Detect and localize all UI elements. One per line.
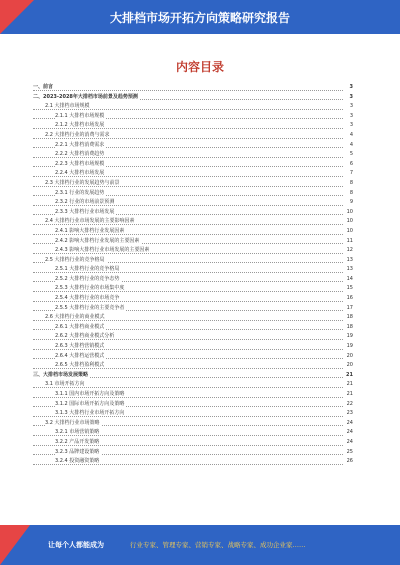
toc-entry[interactable] <box>33 141 353 151</box>
toc-page-number: 21 <box>345 380 353 390</box>
toc-entry-text: 2.1 大排档市场规模 <box>45 103 90 110</box>
toc-page-number: 10 <box>345 208 353 218</box>
toc-entry[interactable] <box>33 409 353 419</box>
toc-page-number: 16 <box>345 294 353 304</box>
toc-entry[interactable] <box>33 361 353 371</box>
toc-leader-dots <box>33 387 343 388</box>
toc-page-number: 4 <box>348 141 353 151</box>
toc-entry[interactable] <box>33 294 353 304</box>
toc-page-number: 19 <box>345 342 353 352</box>
toc-entry-text: 2.4.3 影响大排档行业市场发展的主要因素 <box>55 247 150 254</box>
toc-entry-text: 2.2.1 大排档消费需求 <box>55 141 105 148</box>
toc-entry[interactable] <box>33 284 353 294</box>
toc-page-number: 14 <box>345 275 353 285</box>
toc-entry[interactable] <box>33 83 353 93</box>
toc-title: 内容目录 <box>175 60 224 74</box>
toc-entry[interactable] <box>33 448 353 458</box>
toc-page-number: 3 <box>348 112 353 122</box>
toc-page-number: 11 <box>345 237 353 247</box>
toc-entry-text: 2.6.5 大排档盈利模式 <box>55 362 105 369</box>
toc-page-number: 3 <box>348 93 353 103</box>
toc-entry-text: 2.3.1 行业的发展趋势 <box>55 189 105 196</box>
toc-entry[interactable] <box>33 457 353 467</box>
toc-entry[interactable] <box>33 237 353 247</box>
toc-page-number: 21 <box>345 390 353 400</box>
toc-entry[interactable] <box>33 217 353 227</box>
toc-entry-text: 2.5.2 大排档行业的竞争态势 <box>55 275 120 282</box>
toc-entry-text: 3.2.2 产品开发策略 <box>55 438 100 445</box>
toc-page-number: 9 <box>348 198 353 208</box>
toc-entry[interactable] <box>33 179 353 189</box>
toc-entry-text: 2.5.4 大排档行业的市场竞争 <box>55 295 120 302</box>
toc-entry-text: 2.2.2 大排档消费趋势 <box>55 151 105 158</box>
toc-entry[interactable] <box>33 438 353 448</box>
toc-page-number: 3 <box>348 83 353 93</box>
toc-page-number: 26 <box>345 457 353 467</box>
toc-leader-dots <box>33 90 343 91</box>
toc-entry[interactable] <box>33 304 353 314</box>
toc-entry-text: 2.3 大排档行业的发展趋势与前景 <box>45 179 120 186</box>
toc-entry[interactable] <box>33 323 353 333</box>
toc-page-number: 23 <box>345 409 353 419</box>
toc-leader-dots <box>33 224 343 225</box>
toc-entry-text: 2.2 大排档行业的消费与需求 <box>45 131 110 138</box>
toc-page-number: 24 <box>345 428 353 438</box>
toc-entry-text: 2.1.1 大排档市场规模 <box>55 112 105 119</box>
toc-entry-text: 2.5.3 大排档行业的市场集中度 <box>55 285 125 292</box>
toc-page-number: 21 <box>344 371 353 381</box>
toc-page-number: 15 <box>345 284 353 294</box>
toc-entry[interactable] <box>33 150 353 160</box>
toc-entry-text: 3.2.3 品牌建设策略 <box>55 448 100 455</box>
toc-entry[interactable] <box>33 169 353 179</box>
toc-entry[interactable] <box>33 428 353 438</box>
toc-page-number: 17 <box>345 304 353 314</box>
toc-leader-dots <box>33 128 343 129</box>
toc-entry[interactable] <box>33 332 353 342</box>
toc-entry[interactable] <box>33 380 353 390</box>
toc-entry-text: 2.6.4 大排档运营模式 <box>55 352 105 359</box>
toc-entry[interactable] <box>33 102 353 112</box>
toc-entry-text: 3.1.3 大排档行业市场开拓方向 <box>55 410 125 417</box>
toc-entry-text: 2.6.1 大排档商业模式 <box>55 323 105 330</box>
toc-entry[interactable] <box>33 313 353 323</box>
toc-leader-dots <box>33 176 343 177</box>
toc-page-number: 18 <box>345 313 353 323</box>
toc-entry-text: 2.6 大排档行业的商业模式 <box>45 314 105 321</box>
toc-entry-text: 3.1.2 国际市场开拓方向及策略 <box>55 400 125 407</box>
toc-entry-text: 3.2.1 市场营销策略 <box>55 429 100 436</box>
toc-entry[interactable] <box>33 208 353 218</box>
toc-page-number: 25 <box>345 448 353 458</box>
toc-entry[interactable] <box>33 112 353 122</box>
footer-slogan: 让每个人都能成为 <box>48 541 104 549</box>
toc-entry[interactable] <box>33 131 353 141</box>
toc-entry-text: 3.1.1 国内市场开拓方向及策略 <box>55 391 125 397</box>
toc-page-number: 10 <box>345 217 353 227</box>
toc-page-number: 20 <box>345 352 353 362</box>
toc-entry-text: 3.1 市场开拓方向 <box>45 381 85 388</box>
page-header <box>0 0 400 34</box>
toc-page-number: 18 <box>345 323 353 333</box>
toc-page-number: 24 <box>345 419 353 429</box>
toc-entry[interactable] <box>33 390 353 400</box>
toc-page-number: 5 <box>348 150 353 160</box>
toc-page-number: 8 <box>348 189 353 199</box>
table-of-contents <box>33 83 353 467</box>
toc-entry-text: 2.6.3 大排档营销模式 <box>55 343 105 350</box>
toc-page-number: 20 <box>345 361 353 371</box>
toc-entry-text: 2.5.5 大排档行业的主要竞争者 <box>55 304 125 311</box>
toc-entry[interactable] <box>33 265 353 275</box>
toc-entry-text: 二、2023-2028年大排档市场前景及趋势预测 <box>33 93 138 100</box>
toc-page-number: 19 <box>345 332 353 342</box>
toc-page-number: 7 <box>348 169 353 179</box>
toc-entry-text: 2.4 大排档行业市场发展的主要影响因素 <box>45 218 135 225</box>
toc-page-number: 24 <box>345 438 353 448</box>
toc-entry[interactable] <box>33 256 353 266</box>
toc-entry[interactable] <box>33 93 353 103</box>
toc-page-number: 13 <box>345 256 353 266</box>
toc-entry-text: 2.2.4 大排档市场发展 <box>55 170 105 177</box>
toc-entry-text: 2.2.3 大排档市场规模 <box>55 160 105 167</box>
toc-page-number: 4 <box>348 131 353 141</box>
toc-leader-dots <box>33 272 343 273</box>
toc-page-number: 12 <box>345 246 353 256</box>
toc-entry-text: 2.1.2 大排档市场发展 <box>55 122 105 129</box>
toc-page-number: 6 <box>348 160 353 170</box>
toc-page-number: 13 <box>345 265 353 275</box>
toc-leader-dots <box>33 291 343 292</box>
footer-subtitle: 行业专家、管理专家、营销专家、战略专家、成功企业家…… <box>130 541 306 549</box>
toc-entry[interactable] <box>33 419 353 429</box>
toc-page-number: 10 <box>345 227 353 237</box>
toc-page-number: 8 <box>348 179 353 189</box>
toc-entry[interactable] <box>33 342 353 352</box>
toc-entry[interactable] <box>33 400 353 410</box>
toc-entry-text: 2.5.1 大排档行业的竞争格局 <box>55 266 120 273</box>
toc-entry-text: 三、大排档市场发展策略 <box>33 371 89 378</box>
report-title: 大排档市场开拓方向策略研究报告 <box>109 11 290 25</box>
page-footer <box>0 525 400 565</box>
toc-entry-text: 一、前言 <box>33 84 54 90</box>
toc-entry-text: 2.4.1 影响大排档行业发展因素 <box>55 227 125 234</box>
toc-entry-text: 2.3.2 行业的市场前景预测 <box>55 199 115 206</box>
toc-entry[interactable] <box>33 227 353 237</box>
toc-entry-text: 2.3.3 大排档行业市场发展 <box>55 208 115 215</box>
toc-entry-text: 2.5 大排档行业的竞争格局 <box>45 256 105 263</box>
toc-entry-text: 2.6.2 大排档商业模式分析 <box>55 333 115 340</box>
toc-page-number: 3 <box>348 121 353 131</box>
toc-entry[interactable] <box>33 371 353 381</box>
toc-page-number: 3 <box>348 102 353 112</box>
toc-entry[interactable] <box>33 121 353 131</box>
toc-leader-dots <box>33 435 343 436</box>
toc-entry[interactable] <box>33 246 353 256</box>
toc-leader-dots <box>33 339 343 340</box>
toc-entry[interactable] <box>33 198 353 208</box>
footer-corner-decoration <box>0 525 30 565</box>
toc-entry[interactable] <box>33 352 353 362</box>
toc-entry[interactable] <box>33 160 353 170</box>
toc-entry-text: 2.4.2 影响大排档行业发展的主要因素 <box>55 237 140 244</box>
toc-page-number: 22 <box>345 400 353 410</box>
toc-entry-text: 3.2 大排档行业市场策略 <box>45 419 100 426</box>
toc-entry[interactable] <box>33 275 353 285</box>
toc-entry-text: 3.2.4 投资融资策略 <box>55 458 100 465</box>
toc-entry[interactable] <box>33 189 353 199</box>
